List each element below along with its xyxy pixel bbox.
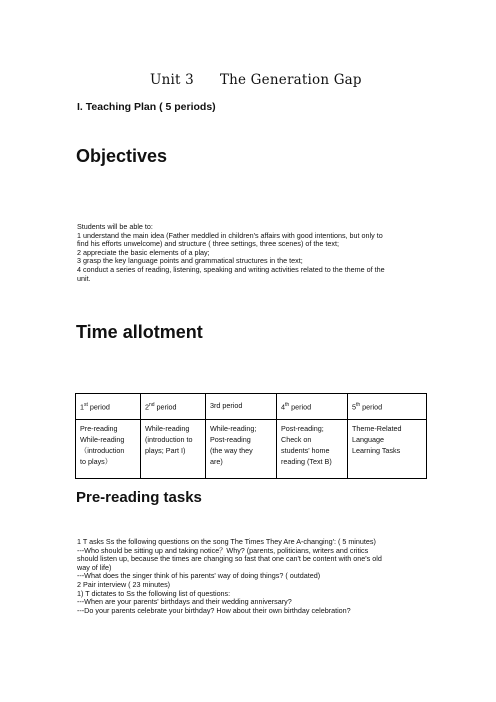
prereading-line: ---Who should be sitting up and taking notice？Why? (parents, politicians, writers and critics bbox=[77, 545, 369, 555]
table-header-cell: 1st period bbox=[76, 394, 141, 420]
prereading-line: ---What does the singer think of his parents' way of doing things? ( outdated) bbox=[77, 571, 321, 581]
objectives-line: 3 grasp the key language points and grammatical structures in the text; bbox=[77, 256, 303, 266]
unit-name: The Generation Gap bbox=[219, 72, 362, 88]
table-cell: While-reading; Post-reading (the way they are) bbox=[206, 420, 277, 479]
prereading-line: ---Do your parents celebrate your birthday? How about their own birthday celebration? bbox=[77, 605, 351, 615]
section-teaching-plan: I. Teaching Plan ( 5 periods) bbox=[77, 101, 216, 113]
table-cell: Pre-reading While-reading （introduction to plays） bbox=[76, 420, 141, 479]
time-allotment-heading: Time allotment bbox=[76, 322, 203, 342]
objectives-line: Students will be able to: bbox=[77, 222, 153, 231]
prereading-line: 1) T dictates to Ss the following list of questions: bbox=[77, 588, 231, 598]
table-cell: Theme-Related Language Learning Tasks bbox=[348, 420, 427, 479]
unit-label: Unit 3 bbox=[150, 72, 194, 88]
prereading-line: should listen up, because the times are changing so fast that one can't be content with one's old bbox=[77, 554, 382, 564]
table-header-cell: 3rd period bbox=[206, 394, 277, 420]
table-header-cell: 2nd period bbox=[141, 394, 206, 420]
objectives-line: find his efforts unwelcome) and structure ( three settings, three scenes) of the text; bbox=[77, 239, 339, 249]
prereading-line: way of life) bbox=[77, 562, 112, 572]
prereading-line: ---When are your parents' birthdays and their wedding anniversary? bbox=[77, 597, 292, 607]
table-header-cell: 5th period bbox=[348, 394, 427, 420]
objectives-line: 2 appreciate the basic elements of a play; bbox=[77, 247, 210, 257]
prereading-line: 2 Pair interview ( 23 minutes) bbox=[77, 579, 171, 589]
document-title bbox=[150, 72, 362, 88]
prereading-line: 1 T asks Ss the following questions on the song The Times They Are A-changing': ( 5 minutes) bbox=[77, 537, 376, 546]
table-row bbox=[76, 420, 427, 479]
time-allotment-table bbox=[75, 393, 427, 479]
table-cell: While-reading (introduction to plays; Part I) bbox=[141, 420, 206, 479]
objectives-heading: Objectives bbox=[76, 146, 168, 166]
prereading-text bbox=[77, 538, 425, 615]
table-header-cell: 4th period bbox=[277, 394, 348, 420]
prereading-heading: Pre-reading tasks bbox=[76, 489, 202, 506]
table-cell: Post-reading; Check on students’ home reading (Text B) bbox=[277, 420, 348, 479]
objectives-line: 1 understand the main idea (Father meddled in children's affairs with good intentions, but only to bbox=[77, 230, 383, 240]
objectives-line: unit. bbox=[77, 273, 91, 283]
objectives-text bbox=[77, 223, 425, 283]
objectives-line: 4 conduct a series of reading, listening, speaking and writing activities related to the theme of the bbox=[77, 264, 385, 274]
table-header-row bbox=[76, 394, 427, 420]
